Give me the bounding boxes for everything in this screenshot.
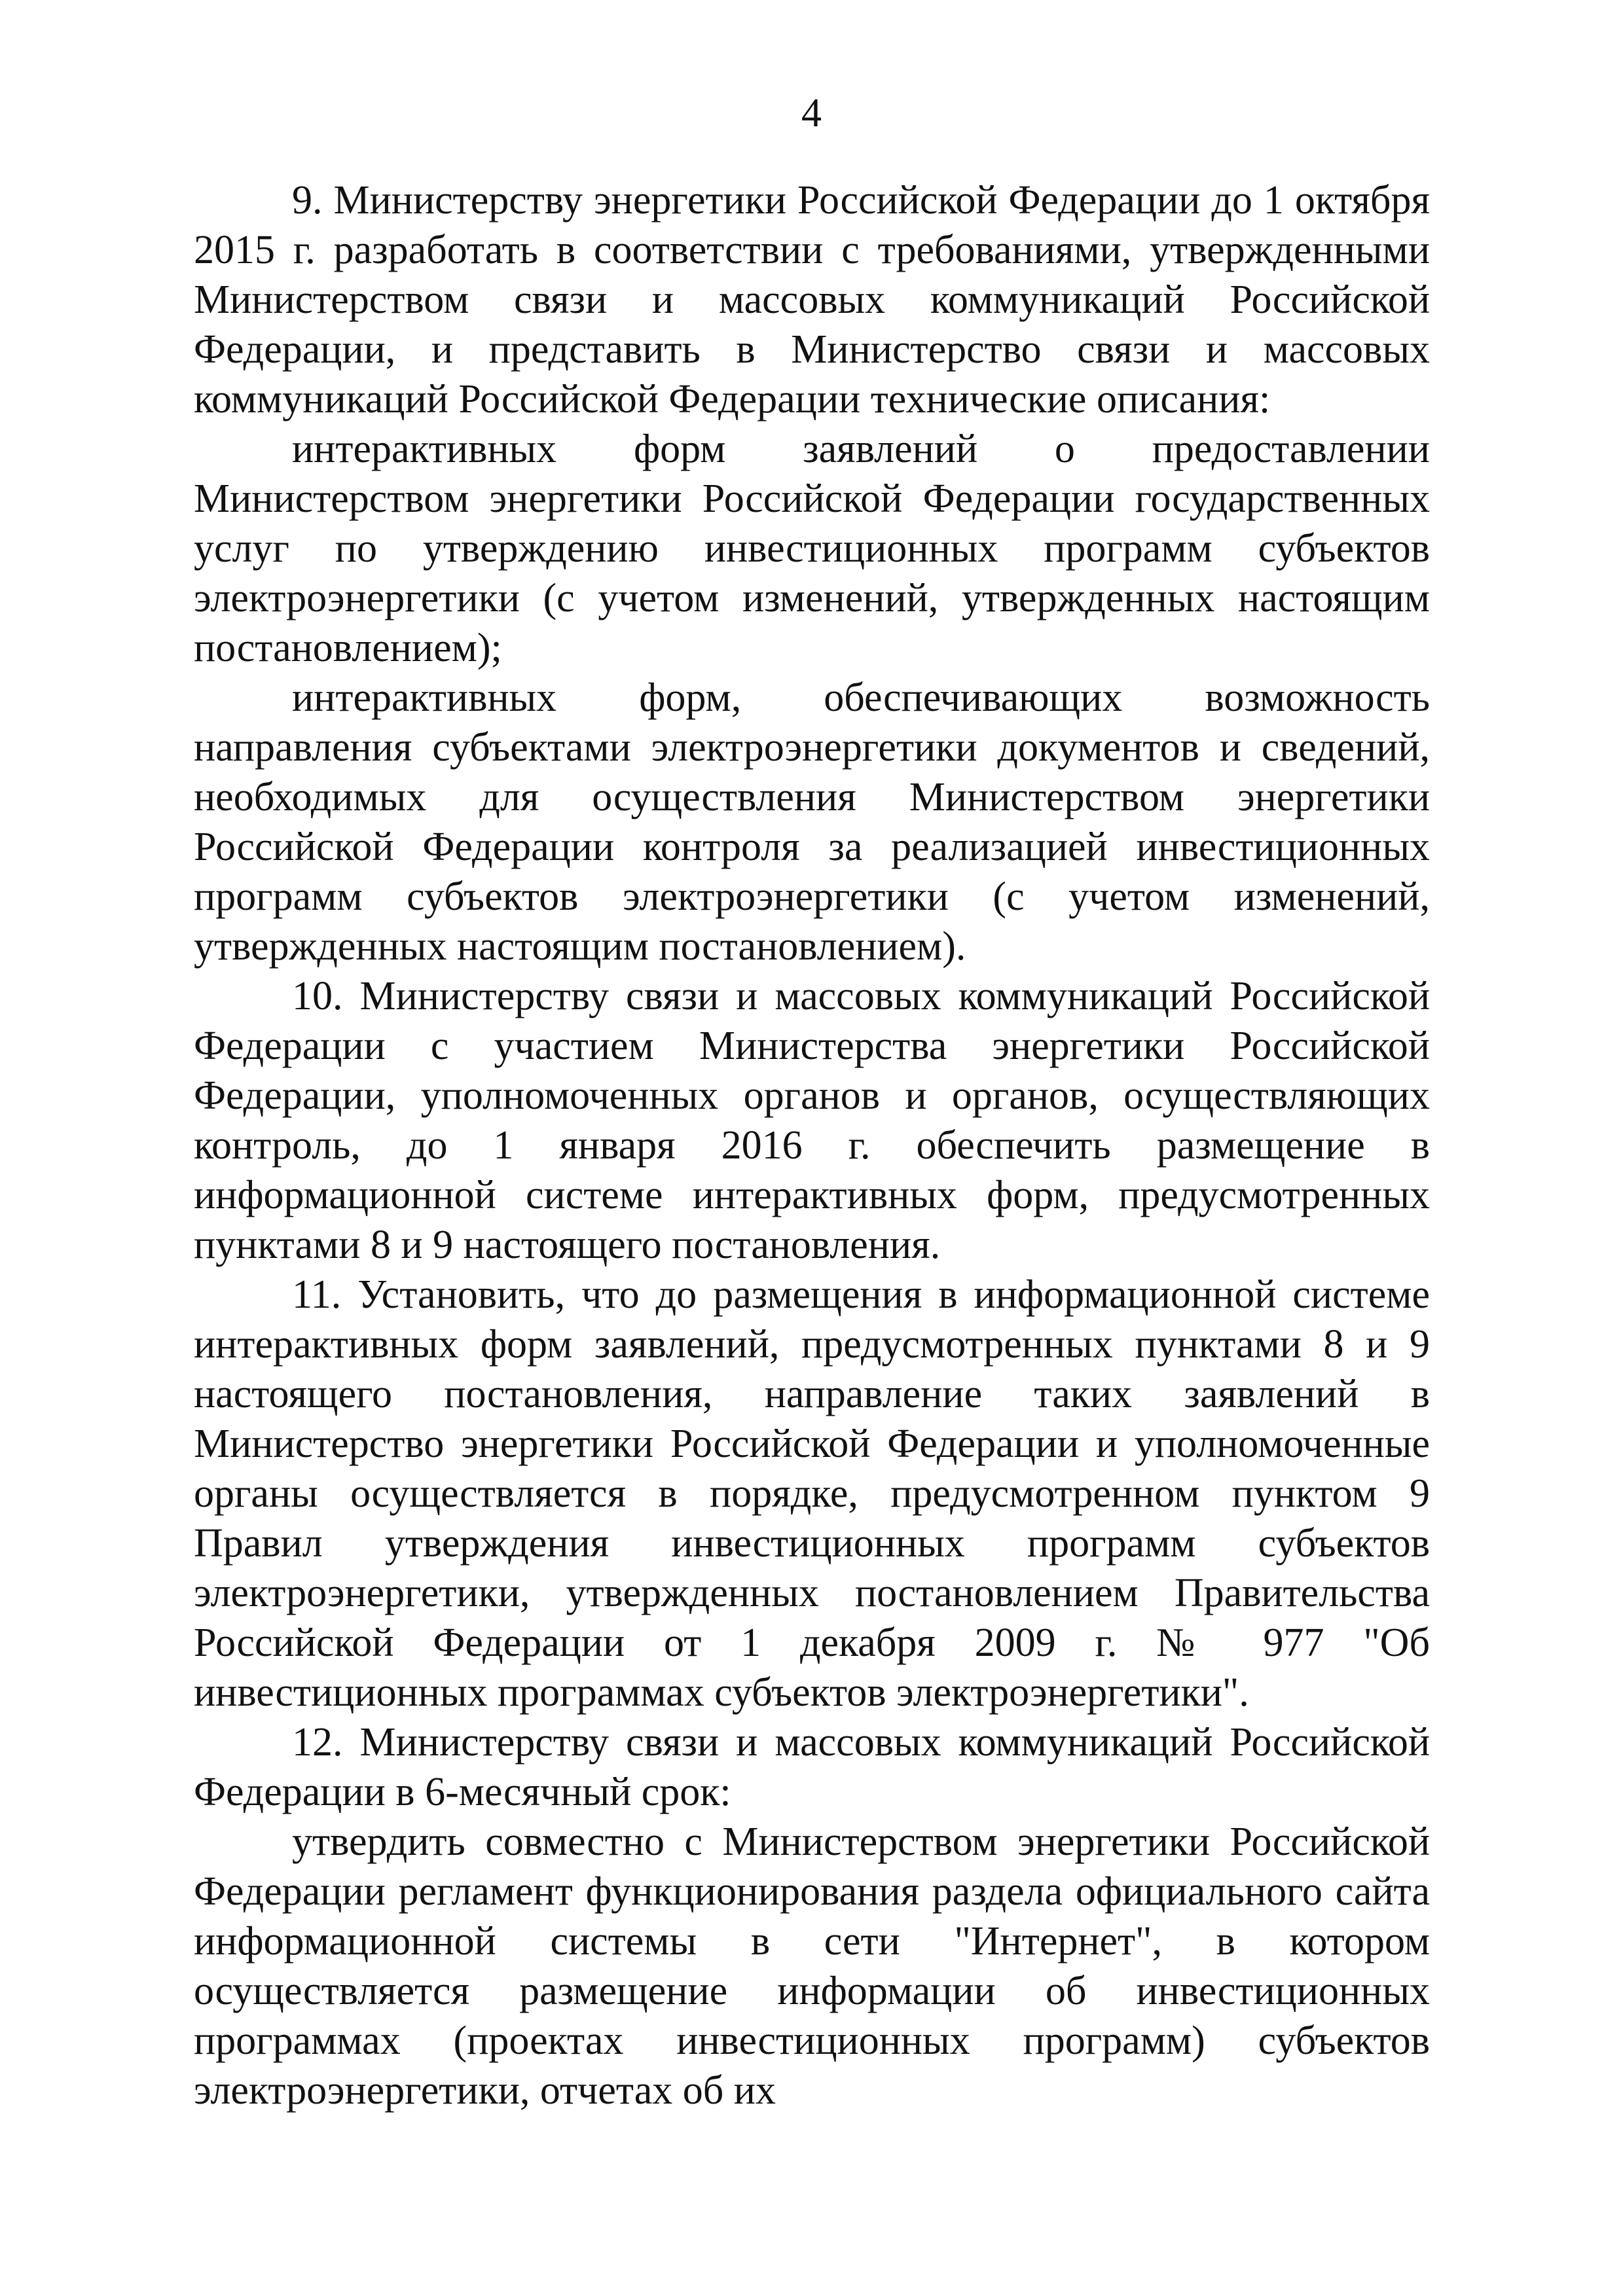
paragraph-approve-regulation: утвердить совместно с Министерством энергетики Российской Федерации регламент функционирования раздела официального сайта информационной системы в сети "Интернет", в котором осуществляется размещение информации об инвестиционных программах (проектах инвестиционных программ) субъектов электроэнергетики, отчетах об их (194, 1820, 1430, 2113)
paragraph-interactive-forms-documents: интерактивных форм, обеспечивающих возможность направления субъектами электроэнергетики документов и сведений, необходимых для осуществления Министерством энергетики Российской Федерации контроля за реализацией инвестиционных программ субъектов электроэнергетики (с учетом изменений, утвержденных настоящим постановлением). (194, 675, 1430, 969)
paragraph-item-12: 12. Министерству связи и массовых коммуникаций Российской Федерации в 6-месячный срок: (194, 1720, 1430, 1814)
paragraph-interactive-forms-applications: интерактивных форм заявлений о предоставлении Министерством энергетики Российской Федерации государственных услуг по утверждению инвестиционных программ субъектов электроэнергетики (с учетом изменений, утвержденных настоящим постановлением); (194, 427, 1430, 670)
paragraph-item-9: 9. Министерству энергетики Российской Федерации до 1 октября 2015 г. разработать в соответствии с требованиями, утвержденными Министерством связи и массовых коммуникаций Российской Федерации, и представить в Министерство связи и массовых коммуникаций Российской Федерации технические описания: (194, 178, 1430, 422)
paragraph-item-11: 11. Установить, что до размещения в информационной системе интерактивных форм заявлений, предусмотренных пунктами 8 и 9 настоящего постановления, направление таких заявлений в Министерство энергетики Российской Федерации и уполномоченные органы осуществляется в порядке, предусмотренном пунктом 9 Правил утверждения инвестиционных программ субъектов электроэнергетики, утвержденных постановлением Правительства Российской Федерации от 1 декабря 2009 г. № 977 "Об инвестиционных программах субъектов электроэнергетики". (194, 1272, 1430, 1715)
page-number: 4 (801, 91, 822, 135)
document-body (194, 175, 1430, 2115)
paragraph-item-10: 10. Министерству связи и массовых коммуникаций Российской Федерации с участием Министерства энергетики Российской Федерации, уполномоченных органов и органов, осуществляющих контроль, до 1 января 2016 г. обеспечить размещение в информационной системе интерактивных форм, предусмотренных пунктами 8 и 9 настоящего постановления. (194, 974, 1430, 1267)
